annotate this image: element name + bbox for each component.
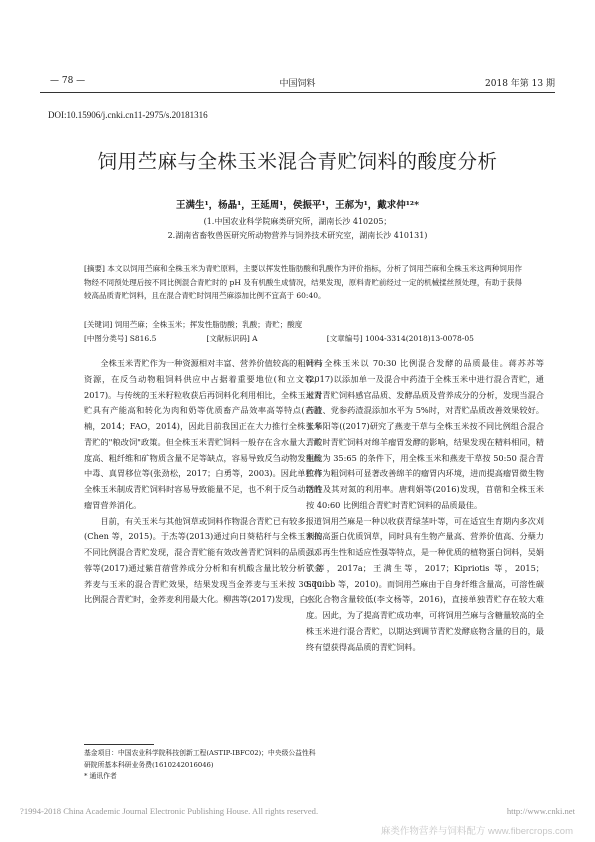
footnote-rule xyxy=(84,744,154,745)
classification-line xyxy=(84,332,522,346)
funding-note: 基金项目：中国农业科学院科技创新工程(ASTIP-IBFC02)；中央级公益性科研院所基本科研业务费(1610242016046) xyxy=(84,749,316,769)
doi: DOI:10.15906/j.cnki.cn11-2975/s.20181316 xyxy=(48,110,208,120)
issue-info: 2018 年第 13 期 xyxy=(485,79,555,89)
body-right-column xyxy=(306,356,544,655)
affiliation-2: 2.湖南省畜牧兽医研究所动物营养与饲养技术研究室，湖南长沙 410131) xyxy=(167,231,428,240)
body-paragraph: 全株玉米青贮作为一种资源相对丰富、营养价值较高的粗饲料资源，在反刍动物粗饲料供应中占据着重要地位(和立文等，2017)。与传统的玉米籽粒收获后再饲料化利用相比，全株玉米青贮具有产能高和转化为肉和奶等优质畜产品效率高等特点(吉胜楠，2014；FAO，2014)，因此目前我国正在大力推行全株玉米青贮的"粮改饲"政策。但全株玉米青贮饲料一般存在含水量大、酸度高、粗纤维和矿物质含量不足等缺点，容易导致反刍动物发生酸中毒、真胃移位等(张劲松，2017；白勇等，2003)。因此单独将全株玉米制成青贮饲料时容易导致能量不足，也不利于反刍动物的瘤胃营养消化。 xyxy=(84,358,322,510)
body-paragraph: 目前，有关玉米与其他饲草或饲料作物混合青贮已有较多报道(Chen 等，2015)。于杰等(2013)通过向日葵秸秆与全株玉米按不同比例混合青贮发现，混合青贮能有效改善青贮饲料的品质。邓蓉等(2017)通过紫苜蓿营养成分分析和有机酸含量比较分析了金荞麦与玉米的混合青贮效果，结果发现当金荞麦与玉米按 30:70 比例混合青贮时，金荞麦利用最大化。柳茜等(2017)发现，白三 xyxy=(84,515,322,605)
keywords xyxy=(84,318,522,332)
body-paragraph: 叶与全株玉米以 70:30 比例混合发酵的品质最佳。蒋苏苏等(2017)以添加单一及混合中药渣于全株玉米中进行混合青贮，通过对青贮饲料感官品质、发酵品质及营养成分的分析，发现当混合药渣、党参药渣混添加水平为 5%时，对青贮品质改善效果较好。张华阳等((2017)研究了燕麦干草与全株玉米按不同比例组合混合青贮时青贮饲料对绵羊瘤胃发酵的影响，结果发现在精料相同，精粗比为 35:65 的条件下，用全株玉米和燕麦干草按 50:50 混合青贮作为粗饲料可显著改善绵羊的瘤胃内环境，进而提高瘤胃微生物活性及其对氮的利用率。唐莉娟等(2016)发现，苜蓿和全株玉米按 40:60 比例组合青贮时青贮饲料的品质最佳。 xyxy=(306,358,544,510)
abstract-text: 本文以饲用苎麻和全株玉米为青贮原料，主要以挥发性脂肪酸和乳酸作为评价指标，分析了饲用苎麻和全株玉米这两种饲用作物经不同预处理后按不同比例混合青贮时的 pH 及有机酸生成情况，结果发现，原料青贮前经过一定的机械揉丝预处理，有助于获得较高品质青贮饲料，且在混合青贮时饲用苎麻添加比例不宜高于 60:40。 xyxy=(84,264,522,301)
keywords-label: [关键词] xyxy=(84,320,113,329)
keywords-text: 饲用苎麻；全株玉米；挥发性脂肪酸；乳酸；青贮；酸度 xyxy=(114,320,303,329)
abstract-label: [摘要] xyxy=(84,264,105,273)
watermark: 麻类作物营养与饲料配方 www.fibercrops.com xyxy=(380,826,573,837)
header-rule xyxy=(40,92,555,93)
article-title: 饲用苎麻与全株玉米混合青贮饲料的酸度分析 xyxy=(97,150,498,173)
journal-name: 中国饲料 xyxy=(279,79,316,89)
affiliation-1: (1.中国农业科学院麻类研究所，湖南长沙 410205； xyxy=(203,217,392,226)
document-code: [文献标识码] A xyxy=(206,334,258,343)
copyright-text: ?1994-2018 China Academic Journal Electronic Publishing House. All rights reserved. xyxy=(20,806,319,816)
running-header xyxy=(40,76,555,92)
body-paragraph: 饲用苎麻是一种以收获青绿茎叶等，可在适宜生育期内多次刈割的高蛋白优质饲草，同时具有生物产量高、营养价值高、分蘖力强、再生性和适应性强等特点，是一种优质的植物蛋白饲料，吴娟钦等，2017a；王满生等，2017；Kipriotis 等，2015；Squibb 等，2010)。而饲用苎麻由于自身纤维含量高，可溶性碳水化合物含量较低(李文杨等，2016)，直接单独青贮存在较大难度。因此，为了提高青贮成功率，可将饲用苎麻与含糖量较高的全株玉米进行混合青贮，以期达到调节青贮发酵底物含量的目的，最终有望获得高品质的青贮饲料。 xyxy=(306,515,544,652)
site-link[interactable]: http://www.cnki.net xyxy=(506,806,575,816)
clc-number: [中图分类号] S816.5 xyxy=(84,334,157,343)
page-number: — 78 — xyxy=(50,76,86,86)
corresponding-author-note: * 通讯作者 xyxy=(84,772,117,780)
article-number: [文章编号] 1004-3314(2018)13-0078-05 xyxy=(326,334,474,343)
footnote xyxy=(84,748,320,783)
body-left-column xyxy=(84,356,322,608)
abstract xyxy=(84,262,522,303)
page-footer xyxy=(20,806,575,816)
author-list: 王满生¹，杨晶¹，王延周¹，侯振平¹，王郝为¹，戴求仲¹²* xyxy=(175,200,420,211)
